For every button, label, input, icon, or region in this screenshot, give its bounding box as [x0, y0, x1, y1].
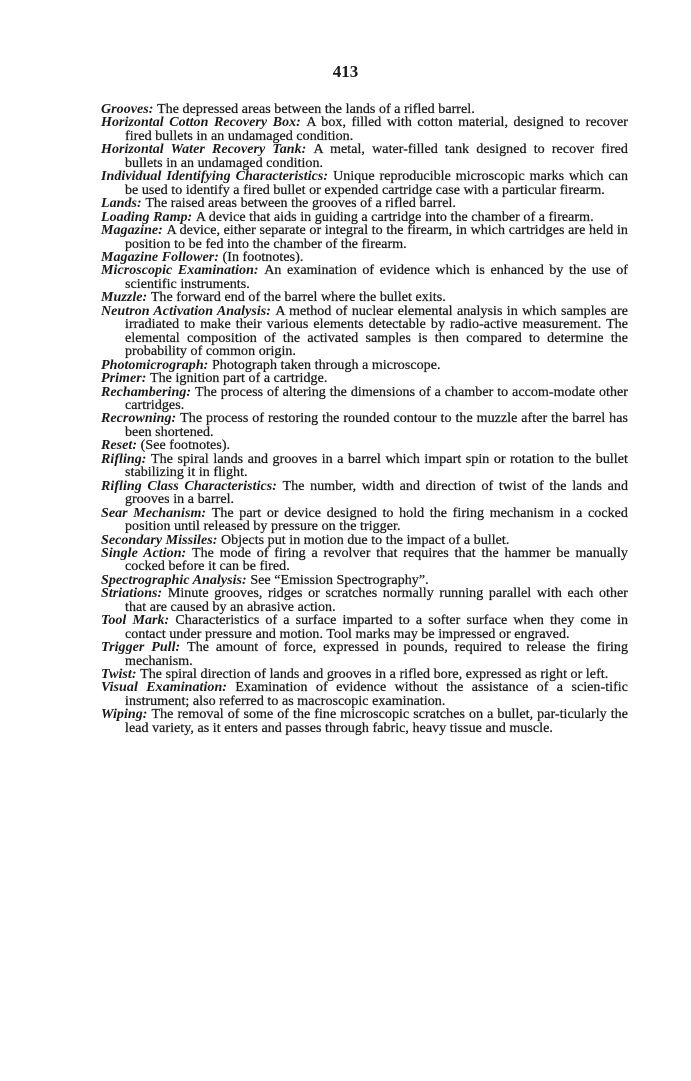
glossary-term: Visual Examination: [101, 680, 228, 696]
glossary-term: Trigger Pull: [101, 640, 181, 656]
glossary-entry [101, 116, 628, 143]
glossary-definition: The process of restoring the rounded contour to the muzzle after the barrel has been shortened. [125, 411, 628, 440]
glossary-definition: Minute grooves, ridges or scratches normally running parallel with each other that are caused by an abrasive action. [125, 586, 628, 615]
glossary-term: Secondary Missiles: [101, 532, 218, 548]
glossary-definition: A metal, water-filled tank designed to recover fired bullets in an undamaged condition. [125, 142, 628, 171]
glossary-term: Sear Mechanism: [101, 505, 207, 521]
glossary-term: Neutron Activation Analysis: [101, 303, 271, 319]
glossary-definition: Unique reproducible microscopic marks which can be used to identify a fired bullet or expended cartridge case with a particular firearm. [125, 169, 628, 198]
glossary-definition: The process of altering the dimensions of a chamber to accom-modate other cartridges. [125, 384, 628, 413]
glossary-term: Rifling Class Characteristics: [101, 478, 278, 494]
glossary-definition: A method of nuclear elemental analysis in which samples are irradiated to make their various elements detectable by radio-active measurement. The elemental composition of the activated samples is then compared to determine the probability of common origin. [125, 303, 628, 360]
glossary-definition: An examination of evidence which is enhanced by the use of scientific instruments. [125, 263, 628, 292]
glossary-definition: (See footnotes). [140, 438, 231, 454]
glossary-entry [101, 439, 628, 452]
glossary-definition: A box, filled with cotton material, designed to recover fired bullets in an undamaged condition. [125, 115, 628, 144]
glossary-definition: The raised areas between the grooves of a rifled barrel. [145, 196, 456, 212]
glossary-definition: See “Emission Spectrography”. [250, 572, 429, 588]
glossary-entry [101, 534, 628, 547]
glossary-term: Striations: [101, 586, 163, 602]
glossary-term: Magazine Follower: [101, 249, 219, 265]
glossary-term: Horizontal Water Recovery Tank: [101, 142, 307, 158]
glossary-entry [101, 547, 628, 574]
glossary-definition: The amount of force, expressed in pounds, required to release the firing mechanism. [125, 640, 628, 669]
glossary-entry [101, 507, 628, 534]
glossary-definition: A device that aids in guiding a cartridge into the chamber of a firearm. [195, 209, 594, 225]
glossary-term: Reset: [101, 438, 138, 454]
glossary-definition: Characteristics of a surface imparted to a softer surface when they come in contact under pressure and motion. Tool marks may be impressed or engraved. [125, 613, 628, 642]
glossary-term: Microscopic Examination: [101, 263, 259, 279]
glossary-entry [101, 305, 628, 359]
glossary-entry [101, 291, 628, 304]
glossary-entry [101, 170, 628, 197]
glossary-entry [101, 412, 628, 439]
glossary-definition: The forward end of the barrel where the bullet exits. [150, 290, 446, 306]
glossary-term: Primer: [101, 371, 147, 387]
glossary-definition: The removal of some of the fine microscopic scratches on a bullet, par-ticularly the lead variety, as it enters and passes through fabric, heavy tissue and muscle. [125, 707, 628, 736]
glossary-definition: The ignition part of a cartridge. [150, 371, 328, 387]
glossary-term: Tool Mark: [101, 613, 170, 629]
glossary-entry [101, 641, 628, 668]
glossary-term: Photomicrograph: [101, 357, 209, 373]
glossary-term: Wiping: [101, 707, 148, 723]
glossary-term: Single Action: [101, 545, 187, 561]
glossary-entry [101, 480, 628, 507]
glossary-entry [101, 708, 628, 735]
glossary-entry [101, 614, 628, 641]
glossary-entry [101, 224, 628, 251]
glossary-entry [101, 574, 628, 587]
glossary-term: Magazine: [101, 223, 163, 239]
glossary-term: Recrowning: [101, 411, 177, 427]
glossary-definition: A device, either separate or integral to the firearm, in which cartridges are held in position to be fed into the chamber of the firearm. [125, 223, 628, 252]
glossary-term: Twist: [101, 667, 137, 683]
glossary-entry [101, 372, 628, 385]
glossary-definition: Examination of evidence without the assistance of a scien-tific instrument; also referred to as macroscopic examination. [125, 680, 628, 709]
glossary-definition: Photograph taken through a microscope. [211, 357, 441, 373]
glossary-term: Muzzle: [101, 290, 148, 306]
glossary-entry [101, 587, 628, 614]
glossary-entry [101, 453, 628, 480]
glossary-definition: The spiral direction of lands and grooves in a rifled bore, expressed as right or left. [140, 667, 609, 683]
glossary-definition: The mode of firing a revolver that requires that the hammer be manually cocked before it can be fired. [125, 545, 628, 575]
glossary-definition: The number, width and direction of twist of the lands and grooves in a barrel. [125, 478, 628, 508]
glossary-term: Spectrographic Analysis: [101, 572, 247, 588]
glossary-entry [101, 386, 628, 413]
glossary-term: Rifling: [101, 451, 147, 467]
glossary-entry [101, 264, 628, 291]
glossary-term: Lands: [101, 196, 142, 212]
glossary-definition: The depressed areas between the lands of a rifled barrel. [157, 102, 475, 117]
glossary-entry [101, 681, 628, 708]
page-number: 413 [332, 62, 359, 81]
glossary-entry [101, 143, 628, 170]
glossary-definition: The part or device designed to hold the firing mechanism in a cocked position until released by pressure on the trigger. [125, 505, 628, 535]
glossary-term: Rechambering: [101, 384, 192, 400]
glossary-term: Loading Ramp: [101, 209, 193, 225]
glossary-entry [101, 197, 628, 210]
glossary-definition: The spiral lands and grooves in a barrel which impart spin or rotation to the bullet stabilizing it in flight. [125, 451, 628, 481]
glossary-term: Individual Identifying Characteristics: [101, 169, 329, 185]
glossary-definition: Objects put in motion due to the impact of a bullet. [221, 532, 510, 548]
glossary-definition: (In footnotes). [222, 249, 304, 265]
glossary-term: Grooves: [101, 102, 154, 117]
glossary-term: Horizontal Cotton Recovery Box: [101, 115, 301, 131]
glossary-list [101, 103, 628, 735]
